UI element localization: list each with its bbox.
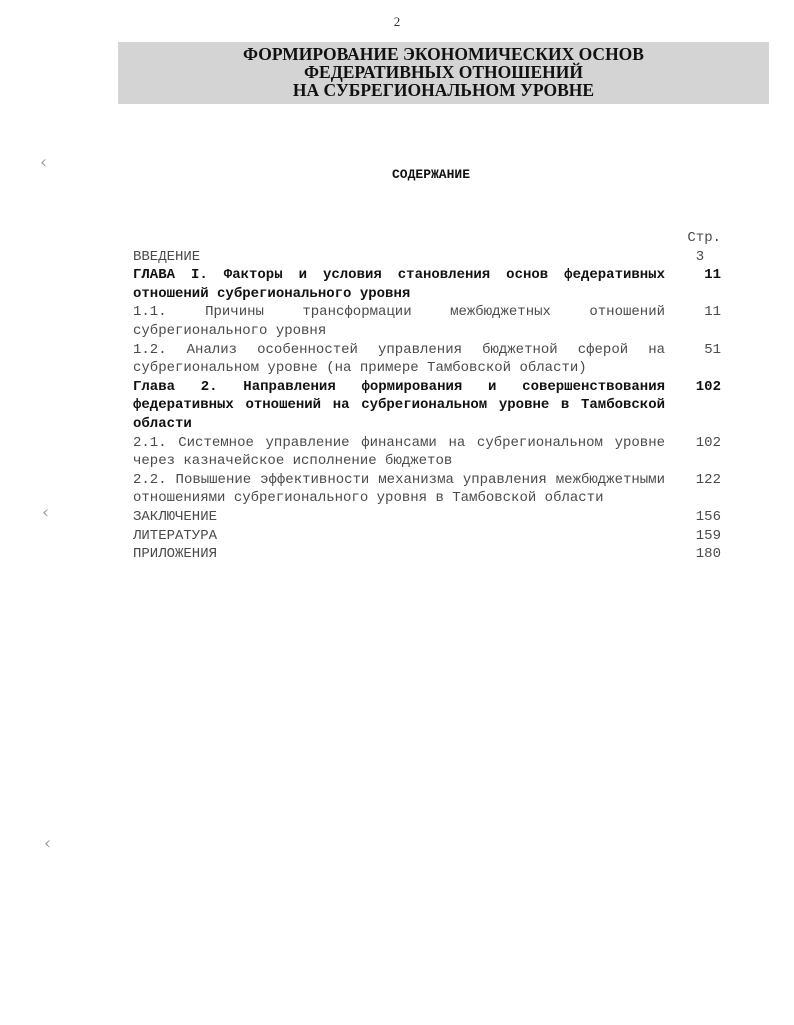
toc-entry-title: 2.2. Повышение эффективности механизма управления межбюджетными отношениями субрегионального уровня в Тамбовской области [133,471,665,507]
toc-entry-title: ПРИЛОЖЕНИЯ [133,546,218,563]
toc-entry-page: 180 [695,546,721,563]
toc-entry-title: ГЛАВА I. Факторы и условия становления основ федеративных отношений субрегионального уровня [133,267,665,302]
page-column-label: Стр. [687,230,721,246]
scan-mark: ‹ [44,833,52,854]
toc-entry-title: 2.1. Системное управление финансами на субрегиональном уровне через казначейское исполнение бюджетов [133,434,665,470]
toc-entry-title: 1.1. Причины трансформации межбюджетных отношений субрегионального уровня [133,304,665,339]
title-line-3: НА СУБРЕГИОНАЛЬНОМ УРОВНЕ [292,80,595,100]
toc-header-row [133,229,721,248]
toc-entry-title: ВВЕДЕНИЕ [133,248,201,265]
toc-entry-page: 51 [704,341,721,358]
toc-entry-title: Глава 2. Направления формирования и совершенствования федеративных отношений на субрегиональном уровне в Тамбовской области [133,378,665,432]
toc-entry[interactable] [133,471,721,508]
toc-entry-page: 102 [695,378,721,395]
toc-entry-page: 122 [695,471,721,488]
toc-entry-page: 156 [695,508,721,525]
toc-entry[interactable] [133,527,721,546]
toc-entry[interactable] [133,303,721,340]
scan-mark: ‹ [40,152,48,173]
toc-heading: СОДЕРЖАНИЕ [391,167,470,182]
toc-entry-page: 159 [695,527,721,544]
toc-entry[interactable] [133,434,721,471]
toc-entry-title: 1.2. Анализ особенностей управления бюджетной сферой на субрегиональном уровне (на примере Тамбовской области) [133,341,665,377]
toc-entry[interactable] [133,545,721,564]
page-number: 2 [393,14,401,29]
table-of-contents [133,229,721,564]
toc-entry-title: ЛИТЕРАТУРА [133,527,218,544]
toc-entry[interactable] [133,508,721,527]
toc-entry[interactable] [133,341,721,378]
title-line-2: ФЕДЕРАТИВНЫХ ОТНОШЕНИЙ [304,62,583,82]
toc-entry-chapter[interactable] [133,266,721,303]
toc-entry-page: 11 [704,267,721,284]
scan-mark: ‹ [42,502,50,523]
document-title [118,42,769,104]
toc-entry-page: 102 [695,434,721,451]
toc-entry-chapter[interactable] [133,378,721,434]
toc-entry-page: 3 [695,248,705,265]
title-line-1: ФОРМИРОВАНИЕ ЭКОНОМИЧЕСКИХ ОСНОВ [243,44,644,64]
toc-entry[interactable] [133,248,721,267]
toc-entry-page: 11 [704,304,721,321]
toc-entry-title: ЗАКЛЮЧЕНИЕ [133,508,218,525]
